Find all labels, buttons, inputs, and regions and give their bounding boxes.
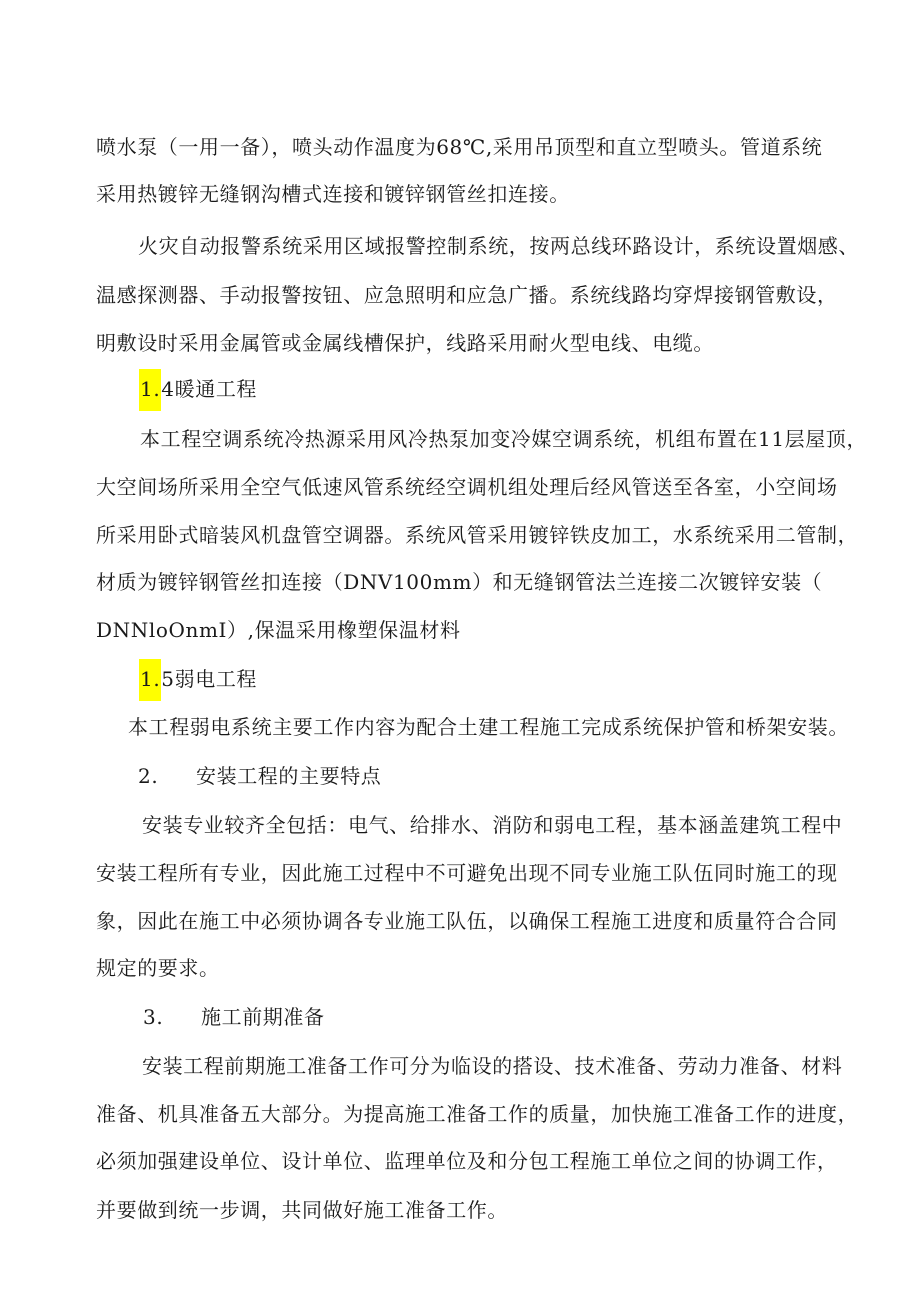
- paragraph-sprinkler-line-2: 采用热镀锌无缝钢沟槽式连接和镀锌钢管丝扣连接。: [96, 182, 570, 206]
- paragraph-hvac-line-5: DNNloOnmI）,保温采用橡塑保温材料: [96, 618, 461, 642]
- paragraph-features-line-4: 规定的要求。: [96, 956, 220, 980]
- paragraph-low-voltage-line-1: 本工程弱电系统主要工作内容为配合土建工程施工完成系统保护管和桥架安装。: [128, 715, 849, 739]
- paragraph-fire-alarm-line-3: 明敷设时采用金属管或金属线槽保护，线路采用耐火型电线、电缆。: [96, 331, 714, 355]
- paragraph-preparation-line-4: 并要做到统一步调，共同做好施工准备工作。: [96, 1198, 508, 1222]
- heading-low-voltage: [139, 665, 257, 701]
- heading-installation-features-title: 安装工程的主要特点: [196, 764, 382, 788]
- section-number: 2.: [138, 764, 159, 788]
- paragraph-features-line-1: 安装专业较齐全包括：电气、给排水、消防和弱电工程，基本涵盖建筑工程中: [142, 813, 843, 837]
- paragraph-preparation-line-2: 准备、机具准备五大部分。为提高施工准备工作的质量，加快施工准备工作的进度，: [96, 1102, 859, 1126]
- heading-hvac-title: 4暖通工程: [161, 377, 258, 401]
- highlighted-section-number: 1.: [139, 659, 161, 701]
- paragraph-fire-alarm-line-2: 温感探测器、手动报警按钮、应急照明和应急广播。系统线路均穿焊接钢管敷设，: [96, 283, 838, 307]
- heading-low-voltage-title: 5弱电工程: [161, 667, 258, 691]
- paragraph-features-line-3: 象，因此在施工中必须协调各专业施工队伍，以确保工程施工进度和质量符合合同: [96, 909, 838, 933]
- heading-hvac: [139, 375, 257, 411]
- paragraph-preparation-line-3: 必须加强建设单位、设计单位、监理单位及和分包工程施工单位之间的协调工作，: [96, 1149, 838, 1173]
- paragraph-hvac-line-1: 本工程空调系统冷热源采用风冷热泵加变冷媒空调系统，机组布置在11层屋顶，: [140, 427, 868, 451]
- highlighted-section-number: 1.: [139, 369, 161, 411]
- paragraph-hvac-line-3: 所采用卧式暗装风机盘管空调器。系统风管采用镀锌铁皮加工，水系统采用二管制，: [96, 523, 859, 547]
- paragraph-features-line-2: 安装工程所有专业，因此施工过程中不可避免出现不同专业施工队伍同时施工的现: [96, 861, 838, 885]
- paragraph-hvac-line-2: 大空间场所采用全空气低速风管系统经空调机组处理后经风管送至各室，小空间场: [96, 475, 838, 499]
- heading-preparation-title: 施工前期准备: [201, 1005, 325, 1029]
- paragraph-sprinkler-line-1: 喷水泵（一用一备），喷头动作温度为68℃,采用吊顶型和直立型喷头。管道系统: [96, 135, 823, 159]
- heading-preparation: [143, 1003, 325, 1031]
- heading-installation-features: [138, 762, 381, 790]
- paragraph-fire-alarm-line-1: 火灾自动报警系统采用区域报警控制系统，按两总线环路设计，系统设置烟感、: [138, 234, 859, 258]
- paragraph-preparation-line-1: 安装工程前期施工准备工作可分为临设的搭设、技术准备、劳动力准备、材料: [142, 1054, 843, 1078]
- section-number: 3.: [143, 1005, 164, 1029]
- paragraph-hvac-line-4: 材质为镀锌钢管丝扣连接（DNV100mm）和无缝钢管法兰连接二次镀锌安装（: [96, 570, 823, 594]
